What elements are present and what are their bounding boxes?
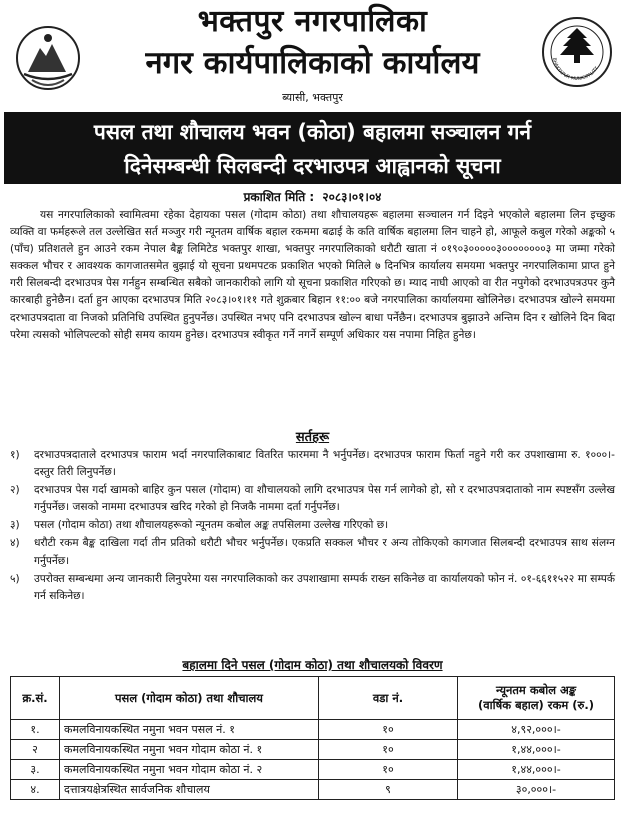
cell-ward: ९ [319,780,458,800]
cell-serial: १. [11,720,60,740]
condition-number: १) [10,449,20,461]
office-name: नगर कार्यपालिकाको कार्यालय [145,45,480,81]
cell-serial: २ [11,740,60,760]
table-header-row [11,677,615,720]
banner-line-1: पसल तथा शौचालय भवन (कोठा) बहालमा सञ्चालन गर्न [93,120,532,144]
office-address: ब्यासी, भक्तपुर [282,91,343,104]
condition-text: दरभाउपत्रदाताले दरभाउपत्र फाराम भर्दा नगरपालिकाबाट वितरित फारममा नै भर्नुपर्नेछ। दरभाउपत्र फाराम फिर्ता नहुने गरी कर उपशाखामा रु. १०००।- दस्तुर तिरी लिनुपर्नेछ। [34,449,615,479]
condition-number: ३) [10,519,20,532]
cell-ward: १० [319,720,458,740]
condition-number: ५) [10,572,20,585]
cell-serial: ३. [11,760,60,780]
cell-name: कमलविनायकस्थित नमुना भवन पसल नं. १ [60,720,319,740]
conditions-title: सर्तहरू [295,430,330,445]
publication-date [0,188,625,205]
cell-name: कमलविनायकस्थित नमुना भवन गोदाम कोठा नं. १ [60,740,319,760]
condition-text: धरौटी रकम बैङ्क दाखिला गर्दा तीन प्रतिको धरौटी भौचर भर्नुपर्नेछ। एकप्रति सक्कल भौचर र अन्य तोकिएको कागजात सिलबन्दी दरभाउपत्र साथ संलग्न गर्नुपर्नेछ। [34,537,615,567]
table-row [11,760,615,780]
municipality-logo-icon [541,16,613,88]
condition-item [10,517,615,534]
condition-number: ४) [10,537,20,550]
table-row [11,740,615,760]
condition-number: २) [10,484,20,497]
municipality-name: भक्तपुर नगरपालिका [197,4,428,39]
table-title: बहालमा दिने पसल (गोदाम कोठा) तथा शौचालयको विवरण [182,658,443,672]
publication-date-label: प्रकाशित मिति : [243,190,315,204]
header-rent [458,677,615,720]
condition-text: दरभाउपत्र पेस गर्दा खामको बाहिर कुन पसल (गोदाम) वा शौचालयको लागि दरभाउपत्र पेस गर्न लागेको हो, सो र दरभाउपत्रदाताको नाम स्पष्टसँग उल्लेख गर्नुपर्नेछ। जसको नाममा दरभाउपत्र खरिद गरेको हो निजकै नाममा दर्ता गर्नुपर्नेछ। [34,484,615,514]
table-row [11,720,615,740]
banner-line-2: दिनेसम्बन्धी सिलबन्दी दरभाउपत्र आह्वानको सूचना [124,154,501,178]
conditions-list [10,447,615,606]
rental-details-table [10,676,615,800]
condition-item [10,482,615,516]
cell-name: दत्तात्रयक्षेत्रस्थित सार्वजनिक शौचालय [60,780,319,800]
condition-item [10,447,615,481]
publication-date-value: २०८३।०१।०४ [322,190,382,204]
intro-paragraph: यस नगरपालिकाको स्वामित्वमा रहेका देहायका पसल (गोदाम कोठा) तथा शौचालयहरू बहालमा सञ्चालन गर्न दिइने भएकोले बहालमा लिन इच्छुक व्यक्ति वा फर्महरूले तल उल्लेखित सर्त मञ्जुर गरी न्यूनतम वार्षिक बहाल रकममा बढाई के कति वार्षिक बहालमा लिन चाहने हो, आफूले कबुल गरेको अङ्कको ५ (पाँच) प्रतिशतले हुन आउने रकम नेपाल बैङ्क लिमिटेड भक्तपुर शाखा, भक्तपुर नगरपालिकाको धरौटी खाता नं ०१९०३०००००३००००००००३ मा जम्मा गरेको सक्कल भौचर र आवश्यक कागजातसमेत बुझाई यो सूचना प्रथमपटक प्रकाशित भएको मितिले ७ दिनभित्र कार्यालय समयमा भक्तपुर नगरपालिकामा प्राप्त हुने गरी सिलबन्दी दरभाउपत्र पेस गर्नहुन सम्बन्धित सबैको जानकारीको लागि यो सूचना प्रकाशित गरिएको छ। म्याद नाघी आएको वा रीत नपुगेको दरभाउपत्रउपर कुनै कारबाही हुनेछैन। दर्ता हुन आएका दरभाउपत्र मिति २०८३।०१।११ गते शुक्रबार बिहान ११:०० बजे नगरपालिका कार्यालयमा खोलिनेछ। दरभाउपत्र खोल्ने समयमा दरभाउपत्रदाता वा निजको प्रतिनिधि उपस्थित हुनुपर्नेछ। उपस्थित नभए पनि दरभाउपत्र खोल्न बाधा पर्नेछैन। दरभाउपत्र बुझाउने अन्तिम दिन र खोलिने दिन बिदा परेमा त्यसको भोलिपल्टको सोही समय कायम हुनेछ। दरभाउपत्र स्वीकृत गर्ने नगर्ने सम्पूर्ण अधिकार यस नपामा निहित हुनेछ। [10,209,615,341]
table-row [11,780,615,800]
condition-item [10,535,615,569]
cell-rent: ३०,०००।- [458,780,615,800]
logo-text: BHAKTAPUR MUNICIPALITY [551,57,600,83]
cell-rent: १,४४,०००।- [458,760,615,780]
cell-rent: १,४४,०००।- [458,740,615,760]
notice-header [0,0,625,112]
header-serial: क्र.सं. [11,677,60,720]
condition-text: पसल (गोदाम कोठा) तथा शौचालयहरूको न्यूनतम कबोल अङ्क तपसिलमा उल्लेख गरिएको छ। [34,519,389,532]
cell-ward: १० [319,760,458,780]
cell-rent: ४,९२,०००।- [458,720,615,740]
cell-name: कमलविनायकस्थित नमुना भवन गोदाम कोठा नं. २ [60,760,319,780]
condition-text: उपरोक्त सम्बन्धमा अन्य जानकारी लिनुपरेमा यस नगरपालिकाको कर उपशाखामा सम्पर्क राख्न सकिनेछ वा कार्यालयको फोन नं. ०१-६६११५२२ मा सम्पर्क गर्न सकिनेछ। [34,572,615,602]
notice-banner [4,112,621,184]
header-name: पसल (गोदाम कोठा) तथा शौचालय [60,677,319,720]
header-ward: वडा नं. [319,677,458,720]
cell-serial: ४. [11,780,60,800]
header-rent-line-2: (वार्षिक बहाल) रकम (रु.) [478,698,594,712]
cell-ward: १० [319,740,458,760]
condition-item [10,571,615,605]
header-rent-line-1: न्यूनतम कबोल अङ्क [495,683,577,697]
